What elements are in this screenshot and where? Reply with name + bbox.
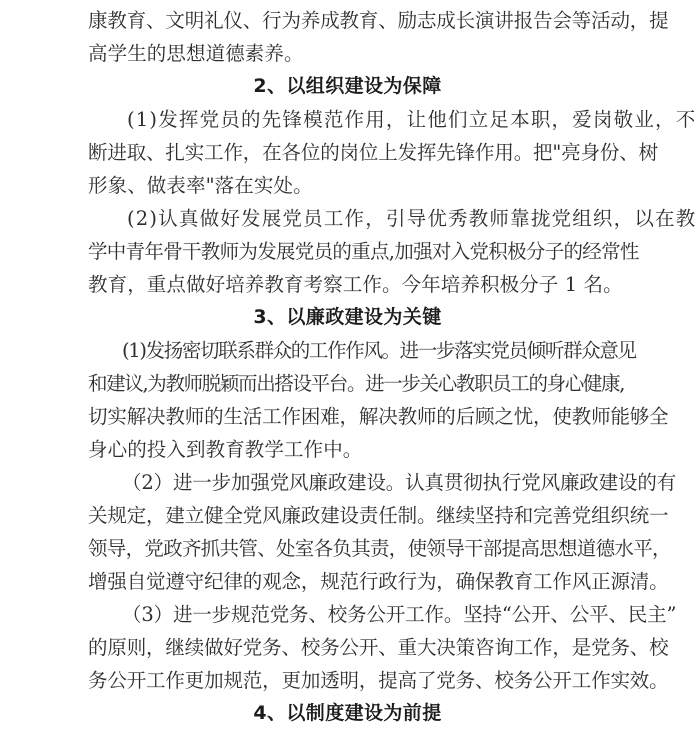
body-line: 高学生的思想道德素养。: [88, 42, 304, 65]
body-line: 增强自觉遵守纪律的观念，规范行政行为，确保教育工作风正源清。: [88, 570, 669, 593]
body-line-text: (1)发挥党员的先锋模范作用，让他们立足本职，爱岗敬业，不: [127, 108, 697, 131]
body-line: 身心的投入到教育教学工作中。: [88, 438, 363, 461]
body-line: 的原则，继续做好党务、校务公开、重大决策咨询工作，是党务、校: [88, 636, 669, 659]
section-heading-2: 2、以组织建设为保障: [253, 75, 442, 97]
section-heading-4: 4、以制度建设为前提: [253, 702, 442, 724]
body-line-text: (2)认真做好发展党员工作，引导优秀教师靠拢党组织，以在教: [127, 207, 697, 230]
body-line: [88, 202, 697, 235]
body-line: 务公开工作更加规范，更加透明，提高了党务、校务公开工作实效。: [88, 669, 669, 692]
body-line: 切实解决教师的生活工作困难，解决教师的后顾之忧，使教师能够全: [88, 405, 669, 428]
body-line: [88, 334, 636, 367]
section-heading-3: 3、以廉政建设为关键: [253, 306, 442, 328]
body-line: 形象、做表率"落在实处。: [88, 174, 313, 197]
body-line: 领导，党政齐抓共管、处室各负其责，使领导干部提高思想道德水平，: [88, 537, 671, 560]
body-line: 和建议,为教师脱颖而出搭设平台。进一步关心教职员工的身心健康,: [88, 372, 625, 395]
body-line: 康教育、文明礼仪、行为养成教育、励志成长演讲报告会等活动，提: [88, 9, 669, 32]
body-line: 学中青年骨干教师为发展党员的重点,加强对入党积极分子的经常性: [88, 240, 639, 263]
body-line: [88, 466, 677, 499]
document-text-column: [88, 4, 697, 730]
body-line: 关规定，建立健全党风廉政建设责任制。继续坚持和完善党组织统一: [88, 504, 669, 527]
body-line: 断进取、扎实工作，在各位的岗位上发挥先锋作用。把"亮身份、树: [88, 141, 658, 164]
body-line-text: （2）进一步加强党风廉政建设。认真贯彻执行党风廉政建设的有: [122, 471, 677, 494]
body-line-text: (1)发扬密切联系群众的工作作风。进一步落实党员倾听群众意见: [122, 339, 636, 362]
body-line: 教育，重点做好培养教育考察工作。今年培养积极分子 1 名。: [88, 273, 623, 296]
body-line: [88, 103, 697, 136]
body-line-text: （3）进一步规范党务、校务公开工作。坚持“公开、公平、民主”: [122, 603, 677, 626]
body-line: [88, 598, 677, 631]
